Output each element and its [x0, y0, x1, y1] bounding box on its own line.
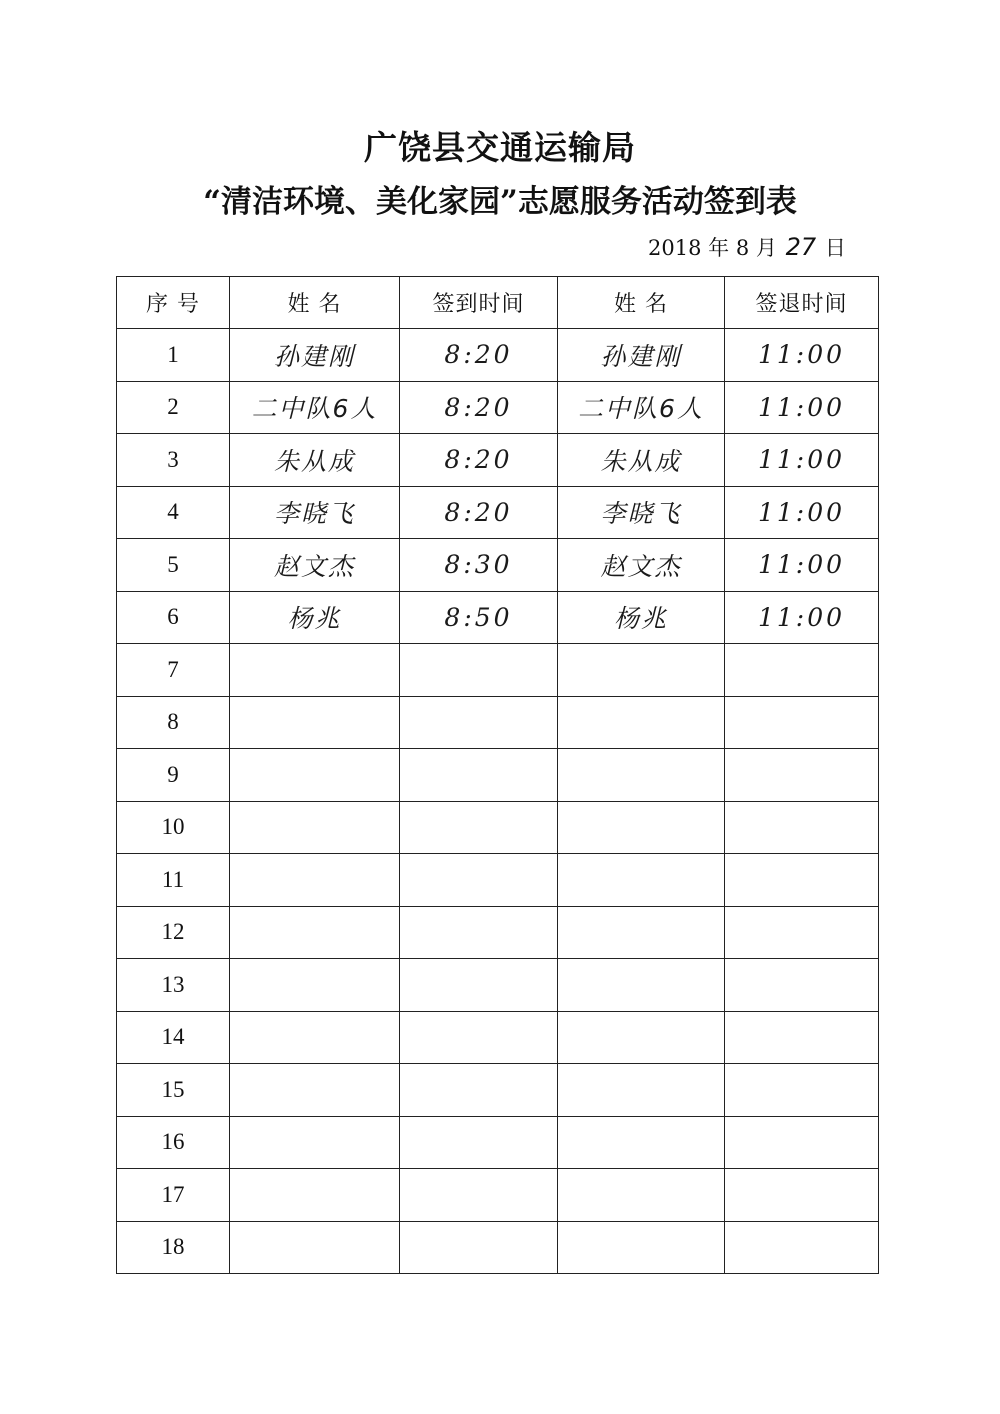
sign-in-time [400, 906, 558, 959]
sign-out-time: 11:00 [725, 486, 879, 539]
sign-in-time [400, 644, 558, 697]
signature-in [230, 644, 400, 697]
sign-in-time: 8:20 [400, 486, 558, 539]
signature-out: 赵文杰 [558, 539, 725, 592]
row-seq: 6 [117, 591, 230, 644]
table-row [117, 959, 879, 1012]
column-header-name-out: 姓 名 [558, 277, 725, 329]
row-seq: 11 [117, 854, 230, 907]
table-row [117, 906, 879, 959]
signature-out [558, 1221, 725, 1274]
sign-in-time [400, 801, 558, 854]
signature-in [230, 696, 400, 749]
document-subtitle: “清洁环境、美化家园”志愿服务活动签到表 [203, 184, 797, 220]
sign-in-time: 8:30 [400, 539, 558, 592]
signature-in [230, 959, 400, 1012]
row-seq: 5 [117, 539, 230, 592]
row-seq: 15 [117, 1064, 230, 1117]
table-row [117, 696, 879, 749]
sign-in-table [116, 276, 879, 1274]
signature-in [230, 854, 400, 907]
sign-out-time [725, 801, 879, 854]
sign-in-time [400, 696, 558, 749]
date-year-unit: 年 [708, 236, 730, 260]
table-row [117, 1064, 879, 1117]
row-seq: 17 [117, 1169, 230, 1222]
signature-in: 二中队6人 [230, 381, 400, 434]
signature-out [558, 854, 725, 907]
date-day-handwritten: 27 [785, 233, 817, 261]
sign-out-time: 11:00 [725, 539, 879, 592]
signature-in: 赵文杰 [230, 539, 400, 592]
signature-in [230, 1116, 400, 1169]
signature-in: 朱从成 [230, 434, 400, 487]
table-body [117, 329, 879, 1274]
sign-out-time [725, 749, 879, 802]
table-row [117, 434, 879, 487]
document-title: 广饶县交通运输局 [364, 128, 636, 167]
signature-in [230, 1221, 400, 1274]
row-seq: 4 [117, 486, 230, 539]
sign-out-time: 11:00 [725, 591, 879, 644]
row-seq: 2 [117, 381, 230, 434]
sign-in-time [400, 1169, 558, 1222]
table-row [117, 1221, 879, 1274]
signature-in: 杨兆 [230, 591, 400, 644]
row-seq: 16 [117, 1116, 230, 1169]
sign-out-time [725, 959, 879, 1012]
signature-out: 杨兆 [558, 591, 725, 644]
table-row [117, 1011, 879, 1064]
column-header-sign-in-time: 签到时间 [400, 277, 558, 329]
signature-out: 二中队6人 [558, 381, 725, 434]
signature-out: 李晓飞 [558, 486, 725, 539]
signature-out: 朱从成 [558, 434, 725, 487]
signature-in: 李晓飞 [230, 486, 400, 539]
table-row [117, 644, 879, 697]
row-seq: 18 [117, 1221, 230, 1274]
table-row [117, 1169, 879, 1222]
row-seq: 14 [117, 1011, 230, 1064]
signature-in [230, 1169, 400, 1222]
date-day-unit: 日 [824, 236, 846, 260]
sign-out-time [725, 1011, 879, 1064]
row-seq: 1 [117, 329, 230, 382]
signature-in [230, 749, 400, 802]
table-row [117, 749, 879, 802]
sign-out-time: 11:00 [725, 434, 879, 487]
signature-in: 孙建刚 [230, 329, 400, 382]
row-seq: 12 [117, 906, 230, 959]
sign-in-time [400, 959, 558, 1012]
table-row [117, 591, 879, 644]
sign-in-time [400, 1011, 558, 1064]
sign-out-time [725, 1116, 879, 1169]
sign-out-time: 11:00 [725, 381, 879, 434]
table-row [117, 854, 879, 907]
sign-in-time: 8:20 [400, 329, 558, 382]
signature-out [558, 644, 725, 697]
sign-out-time [725, 696, 879, 749]
sign-out-time [725, 854, 879, 907]
sign-in-time [400, 749, 558, 802]
row-seq: 8 [117, 696, 230, 749]
sign-in-time: 8:50 [400, 591, 558, 644]
date-line [648, 232, 846, 262]
column-header-seq: 序 号 [117, 277, 230, 329]
row-seq: 9 [117, 749, 230, 802]
table-row [117, 1116, 879, 1169]
row-seq: 13 [117, 959, 230, 1012]
table-row [117, 329, 879, 382]
signature-in [230, 1064, 400, 1117]
table-row [117, 801, 879, 854]
signature-out [558, 801, 725, 854]
sign-in-time [400, 1116, 558, 1169]
signature-out [558, 1064, 725, 1117]
table-header-row [117, 277, 879, 329]
sign-out-time [725, 906, 879, 959]
signature-out: 孙建刚 [558, 329, 725, 382]
sign-in-time [400, 1221, 558, 1274]
signature-in [230, 906, 400, 959]
signature-in [230, 1011, 400, 1064]
row-seq: 3 [117, 434, 230, 487]
table-row [117, 381, 879, 434]
sign-out-time [725, 644, 879, 697]
signature-out [558, 749, 725, 802]
column-header-name-in: 姓 名 [230, 277, 400, 329]
row-seq: 10 [117, 801, 230, 854]
sign-in-time [400, 1064, 558, 1117]
column-header-sign-out-time: 签退时间 [725, 277, 879, 329]
date-year: 2018 [648, 236, 702, 260]
date-month: 8 [735, 236, 750, 260]
date-month-unit: 月 [755, 236, 777, 260]
sign-in-time [400, 854, 558, 907]
sign-in-time: 8:20 [400, 434, 558, 487]
signature-out [558, 1169, 725, 1222]
table-row [117, 486, 879, 539]
sign-out-time [725, 1221, 879, 1274]
signature-out [558, 906, 725, 959]
sign-in-time: 8:20 [400, 381, 558, 434]
signature-out [558, 1116, 725, 1169]
sign-out-time: 11:00 [725, 329, 879, 382]
sign-out-time [725, 1064, 879, 1117]
sign-out-time [725, 1169, 879, 1222]
row-seq: 7 [117, 644, 230, 697]
signature-in [230, 801, 400, 854]
signature-out [558, 696, 725, 749]
signature-out [558, 959, 725, 1012]
table-row [117, 539, 879, 592]
signature-out [558, 1011, 725, 1064]
